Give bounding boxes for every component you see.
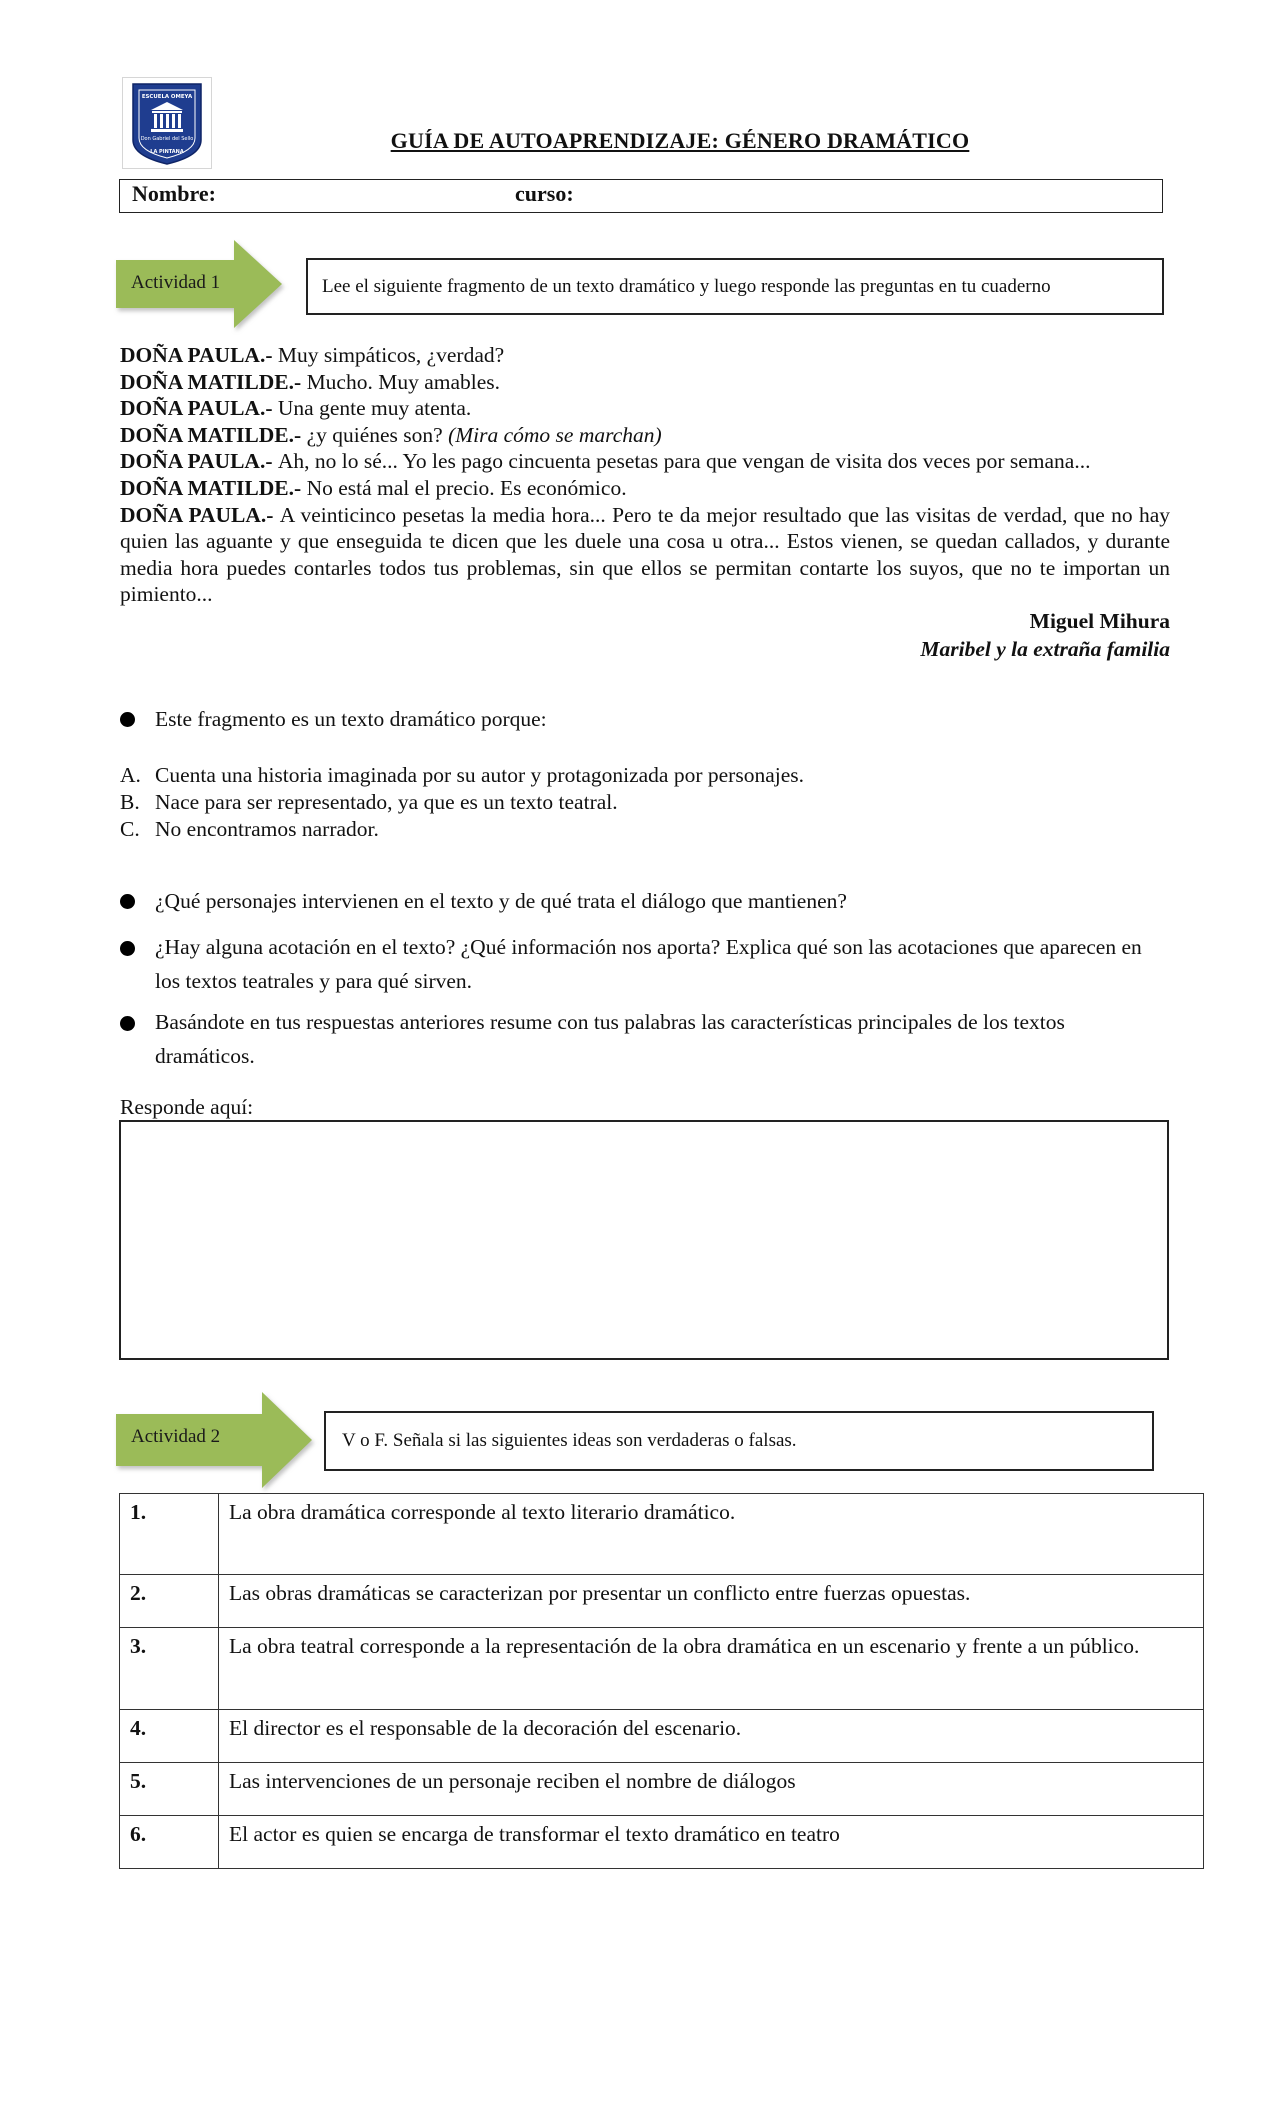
course-label: curso:: [515, 181, 574, 206]
statement-text: Las intervenciones de un personaje reciben el nombre de diálogos: [219, 1763, 1204, 1816]
option-text: Nace para ser representado, ya que es un texto teatral.: [155, 790, 618, 814]
student-info-box: [119, 179, 1163, 213]
statement-text: El director es el responsable de la decoración del escenario.: [219, 1710, 1204, 1763]
table-row: [120, 1816, 1204, 1869]
statement-text: Las obras dramáticas se caracterizan por presentar un conflicto entre fuerzas opuestas.: [219, 1575, 1204, 1628]
logo-text-bottom: LA PINTANA: [150, 149, 184, 155]
bullet-icon: [120, 894, 135, 909]
option-text: No encontramos narrador.: [155, 817, 379, 841]
table-row: [120, 1763, 1204, 1816]
dialog-line: DOÑA PAULA.- A veinticinco pesetas la media hora... Pero te da mejor resultado que las visitas de verdad, que no hay quien las aguante y que enseguida te dicen que les duele una cosa u otra... Estos vienen, se quedan callados, y durante media hora puedes contarles todos tus problemas, sin que ellos se permitan contarte los suyos, que no te importan un pimiento...: [120, 502, 1170, 607]
author-name: Miguel Mihura: [1029, 608, 1170, 633]
option-letter: A.: [120, 763, 141, 787]
logo-text-mid: Don Gabriel del Sello: [140, 136, 194, 142]
question-1: Este fragmento es un texto dramático porque:: [155, 707, 547, 731]
question-3: ¿Hay alguna acotación en el texto? ¿Qué información nos aporta? Explica qué son las acotaciones que aparecen en los textos teatrales y para qué sirven.: [155, 935, 1142, 993]
activity1-instruction: Lee el siguiente fragmento de un texto dramático y luego responde las preguntas en tu cuaderno: [322, 275, 1051, 297]
row-number: 2.: [120, 1575, 219, 1628]
dramatic-fragment: [120, 342, 1170, 662]
activity1-instruction-box: [306, 258, 1164, 315]
work-title: Maribel y la extraña familia: [920, 636, 1170, 661]
option-letter: C.: [120, 817, 140, 841]
row-number: 3.: [120, 1628, 219, 1710]
page-title: GUÍA DE AUTOAPRENDIZAJE: GÉNERO DRAMÁTICO: [390, 128, 970, 153]
bullet-icon: [120, 1016, 135, 1031]
stage-direction: (Mira cómo se marchan): [448, 422, 662, 447]
statement-text: El actor es quien se encarga de transformar el texto dramático en teatro: [219, 1816, 1204, 1869]
table-row: [120, 1494, 1204, 1575]
row-number: 4.: [120, 1710, 219, 1763]
statement-text: La obra dramática corresponde al texto literario dramático.: [219, 1494, 1204, 1575]
question-4: Basándote en tus respuestas anteriores resume con tus palabras las características principales de los textos dramáticos.: [155, 1010, 1065, 1068]
answer-box[interactable]: [119, 1120, 1169, 1360]
dialog-line: DOÑA MATILDE.- No está mal el precio. Es económico.: [120, 475, 627, 500]
dialog-line: DOÑA PAULA.- Ah, no lo sé... Yo les pago cincuenta pesetas para que vengan de visita dos veces por semana...: [120, 449, 1091, 474]
activity1-label: Actividad 1: [131, 272, 221, 293]
dialog-line: DOÑA PAULA.- Muy simpáticos, ¿verdad?: [120, 343, 505, 367]
activity2-instruction: V o F. Señala si las siguientes ideas son verdaderas o falsas.: [342, 1430, 797, 1451]
activity2-label: Actividad 2: [131, 1426, 221, 1447]
logo-text-top: ESCUELA OMEYA: [141, 94, 193, 100]
dialog-line: DOÑA PAULA.- Una gente muy atenta.: [120, 396, 472, 421]
school-crest-icon: [123, 78, 211, 168]
row-number: 1.: [120, 1494, 219, 1575]
name-label: Nombre:: [132, 181, 216, 206]
dialog-line: DOÑA MATILDE.- ¿y quiénes son? (Mira cómo se marchan): [120, 422, 662, 447]
activity2-instruction-box: [324, 1411, 1154, 1471]
bullet-icon: [120, 712, 135, 727]
option-text: Cuenta una historia imaginada por su autor y protagonizada por personajes.: [155, 763, 804, 787]
row-number: 5.: [120, 1763, 219, 1816]
school-logo: [122, 77, 212, 169]
question-2: ¿Qué personajes intervienen en el texto y de qué trata el diálogo que mantienen?: [155, 889, 847, 913]
table-row: [120, 1575, 1204, 1628]
option-letter: B.: [120, 790, 140, 814]
row-number: 6.: [120, 1816, 219, 1869]
dialog-line: DOÑA MATILDE.- Mucho. Muy amables.: [120, 369, 501, 394]
table-row: [120, 1628, 1204, 1710]
bullet-icon: [120, 941, 135, 956]
answer-label: Responde aquí:: [120, 1095, 254, 1119]
statement-text: La obra teatral corresponde a la representación de la obra dramática en un escenario y frente a un público.: [219, 1628, 1204, 1710]
true-false-table: [119, 1493, 1204, 1869]
table-row: [120, 1710, 1204, 1763]
